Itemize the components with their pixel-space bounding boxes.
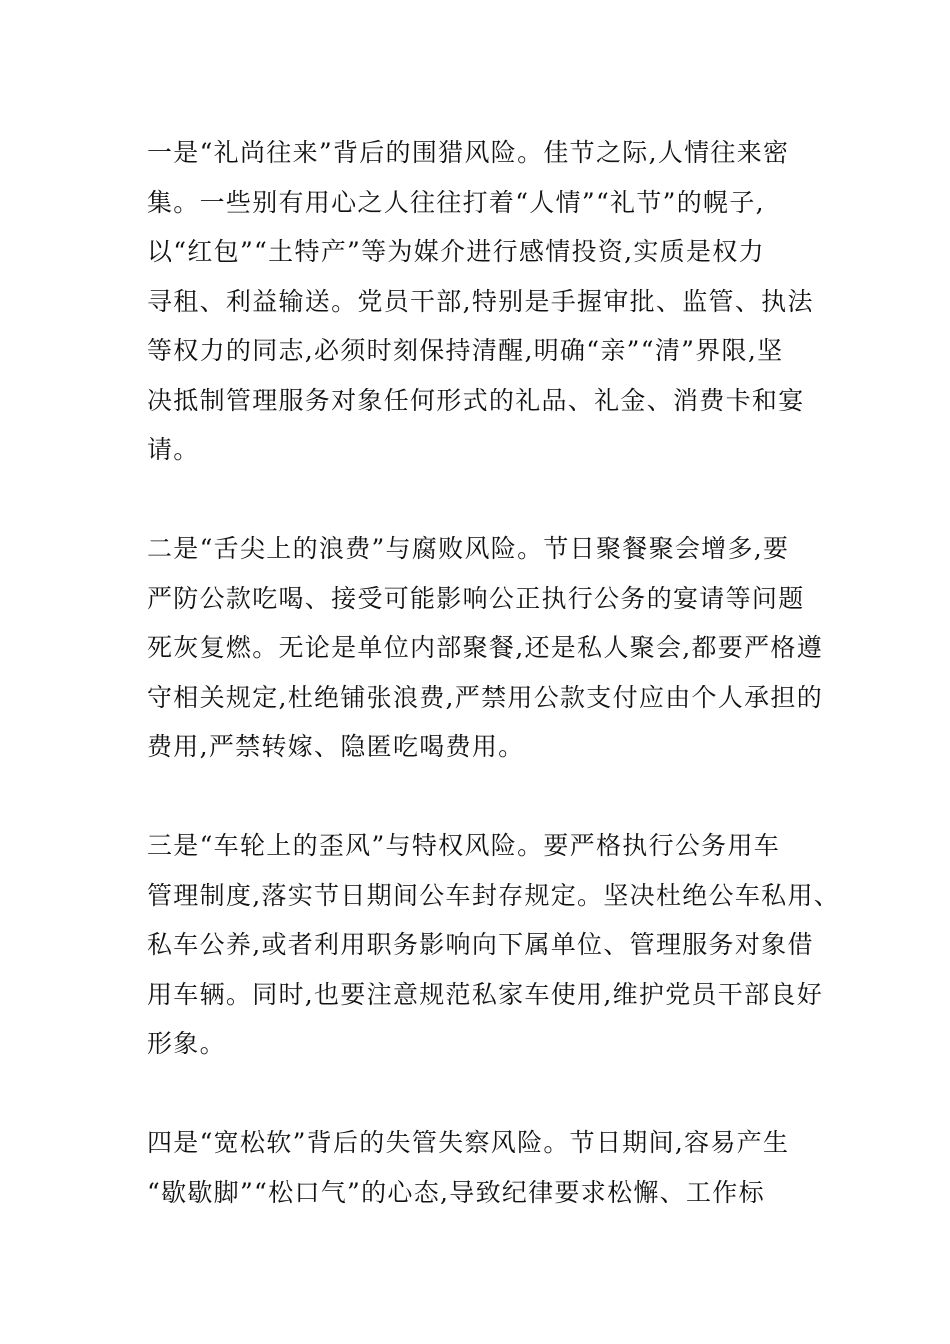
text-line: 管理制度,落实节日期间公车封存规定。坚决杜绝公车私用、	[147, 880, 841, 910]
text-line: 形象。	[147, 1029, 226, 1058]
text-line: 用车辆。同时,也要注意规范私家车使用,维护党员干部良好	[147, 979, 823, 1009]
text-line: 死灰复燃。无论是单位内部聚餐,还是私人聚会,都要严格遵	[147, 633, 823, 662]
paragraph-gift-risk	[147, 128, 814, 475]
text-line: 一是“礼尚往来”背后的围猎风险。佳节之际,人情往来密	[147, 138, 790, 167]
text-line: 私车公养,或者利用职务影响向下属单位、管理服务对象借	[147, 930, 814, 959]
text-line: 寻租、利益输送。党员干部,特别是手握审批、监管、执法	[147, 286, 814, 316]
text-line: 集。一些别有用心之人往往打着“人情”“礼节”的幌子,	[147, 187, 765, 217]
text-line: 严防公款吃喝、接受可能影响公正执行公务的宴请等问题	[147, 583, 805, 613]
text-line: “歇歇脚”“松口气”的心态,导致纪律要求松懈、工作标	[147, 1177, 765, 1207]
text-line: 二是“舌尖上的浪费”与腐败风险。节日聚餐聚会增多,要	[147, 534, 790, 563]
text-line: 请。	[147, 435, 200, 464]
text-line: 决抵制管理服务对象任何形式的礼品、礼金、消费卡和宴	[147, 385, 805, 415]
text-line: 四是“宽松软”背后的失管失察风险。节日期间,容易产生	[147, 1128, 790, 1157]
text-line: 等权力的同志,必须时刻保持清醒,明确“亲”“清”界限,坚	[147, 336, 784, 365]
paragraph-banquet-risk	[147, 524, 823, 772]
text-line: 三是“车轮上的歪风”与特权风险。要严格执行公务用车	[147, 831, 781, 860]
text-line: 以“红包”“土特产”等为媒介进行感情投资,实质是权力	[147, 237, 765, 266]
text-line: 守相关规定,杜绝铺张浪费,严禁用公款支付应由个人承担的	[147, 682, 823, 712]
paragraph-vehicle-risk	[147, 821, 840, 1069]
paragraph-discipline-risk	[147, 1118, 789, 1217]
text-line: 费用,严禁转嫁、隐匿吃喝费用。	[147, 732, 525, 761]
